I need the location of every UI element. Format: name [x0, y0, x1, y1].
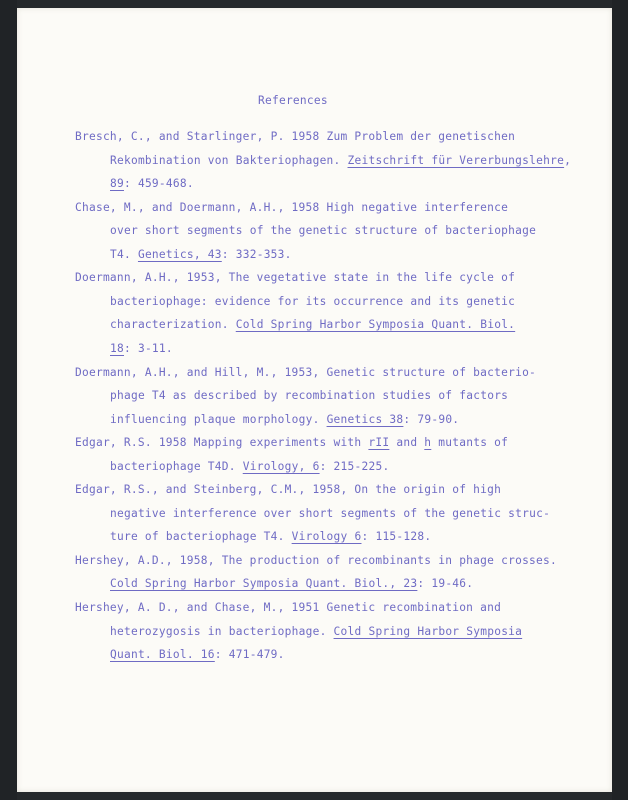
- reference-text: : 115-128.: [361, 530, 432, 544]
- reference-text: Doermann, A.H., 1953, The vegetative state in the life cycle of: [75, 271, 516, 285]
- reference-text: Hershey, A. D., and Chase, M., 1951 Genetic recombination and: [75, 601, 502, 614]
- reference-text: phage T4 as described by recombination studies of factors: [110, 389, 509, 403]
- underlined-citation-text: Cold Spring Harbor Symposia Quant. Biol., 23: [110, 577, 418, 591]
- reference-first-line: [75, 366, 536, 379]
- reference-text: : 19-46.: [417, 577, 474, 591]
- reference-continuation-line: [110, 154, 571, 167]
- underlined-citation-text: Virology 6: [291, 530, 362, 544]
- reference-text: and: [389, 436, 425, 450]
- reference-text: over short segments of the genetic structure of bacteriophage: [110, 224, 537, 238]
- underlined-citation-text: 18: [110, 341, 124, 355]
- underlined-citation-text: Cold Spring Harbor Symposia Quant. Biol.: [235, 318, 516, 332]
- reference-text: Bresch, C., and Starlinger, P. 1958 Zum Problem der genetischen: [75, 130, 516, 143]
- underlined-citation-text: rII: [368, 436, 390, 450]
- reference-continuation-line: [110, 413, 459, 426]
- reference-text: Edgar, R.S. 1958 Mapping experiments with: [75, 436, 369, 450]
- reference-continuation-line: [110, 342, 173, 355]
- underlined-citation-text: Genetics, 43: [137, 247, 222, 261]
- reference-text: influencing plaque morphology.: [110, 412, 327, 426]
- reference-continuation-line: [110, 530, 431, 543]
- reference-text: Rekombination von Bakteriophagen.: [110, 153, 348, 167]
- reference-continuation-line: [110, 248, 292, 261]
- reference-first-line: [75, 554, 557, 567]
- reference-first-line: [75, 201, 508, 214]
- reference-text: : 3-11.: [123, 341, 173, 355]
- reference-continuation-line: [110, 648, 285, 661]
- reference-first-line: [75, 436, 508, 449]
- reference-continuation-line: [110, 460, 389, 473]
- reference-continuation-line: [110, 224, 536, 237]
- underlined-citation-text: Virology, 6: [242, 459, 320, 473]
- reference-continuation-line: [110, 295, 515, 308]
- reference-first-line: [75, 130, 515, 143]
- underlined-citation-text: Genetics 38: [326, 412, 404, 426]
- reference-first-line: [75, 483, 501, 496]
- reference-continuation-line: [110, 177, 194, 190]
- reference-continuation-line: [110, 625, 522, 638]
- reference-text: ture of bacteriophage T4.: [110, 530, 292, 544]
- underlined-citation-text: Zeitschrift für Vererbungslehre: [347, 153, 565, 167]
- page-title: References: [258, 94, 328, 107]
- reference-text: heterozygosis in bacteriophage.: [110, 624, 334, 638]
- reference-text: Chase, M., and Doermann, A.H., 1958 High negative interference: [75, 200, 509, 214]
- underlined-citation-text: h: [424, 436, 432, 450]
- reference-text: Doermann, A.H., and Hill, M., 1953, Genetic structure of bacterio-: [75, 365, 537, 379]
- reference-continuation-line: [110, 318, 515, 331]
- reference-continuation-line: [110, 577, 473, 590]
- reference-text: mutants of: [431, 436, 509, 450]
- reference-text: bacteriophage: evidence for its occurrence and its genetic: [110, 294, 516, 308]
- reference-text: Edgar, R.S., and Steinberg, C.M., 1958, On the origin of high: [75, 483, 502, 497]
- underlined-citation-text: Quant. Biol. 16: [110, 648, 215, 662]
- reference-text: : 215-225.: [319, 459, 390, 473]
- underlined-citation-text: 89: [110, 177, 124, 191]
- reference-text: T4.: [110, 247, 138, 261]
- reference-text: Hershey, A.D., 1958, The production of recombinants in phage crosses.: [75, 553, 557, 567]
- reference-first-line: [75, 271, 515, 284]
- reference-text: : 471-479.: [214, 648, 285, 662]
- reference-text: : 79-90.: [403, 412, 460, 426]
- reference-text: characterization.: [110, 318, 236, 332]
- reference-first-line: [75, 601, 501, 614]
- reference-text: : 459-468.: [123, 177, 194, 191]
- reference-continuation-line: [110, 389, 508, 402]
- reference-text: : 332-353.: [221, 247, 292, 261]
- reference-text: bacteriophage T4D.: [110, 459, 243, 473]
- underlined-citation-text: Cold Spring Harbor Symposia: [333, 624, 523, 638]
- reference-continuation-line: [110, 507, 550, 520]
- reference-text: ,: [564, 153, 572, 167]
- reference-text: negative interference over short segments of the genetic struc-: [110, 506, 551, 520]
